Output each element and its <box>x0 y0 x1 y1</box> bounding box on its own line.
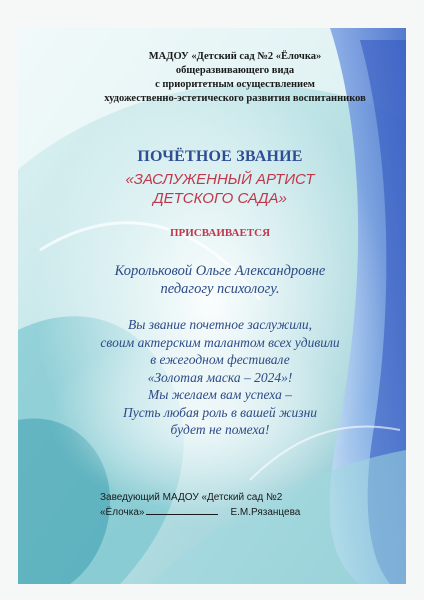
congratulation-verse <box>40 316 400 439</box>
signatory-name: Е.М.Рязанцева <box>230 507 301 518</box>
recipient-position: педагогу психологу. <box>160 281 280 297</box>
recipient-block <box>60 262 380 298</box>
honor-title-line-2: ДЕТСКОГО САДА» <box>153 190 287 207</box>
verse-line: своим актерским талантом всех удивили <box>100 334 340 350</box>
honor-title-line-1: «ЗАСЛУЖЕННЫЙ АРТИСТ <box>125 171 315 188</box>
organization-header <box>90 50 380 106</box>
verse-line: будет не помеха! <box>170 422 270 437</box>
organization-line-3: с приоритетным осуществлением <box>155 79 315 90</box>
organization-line-4: художественно-эстетического развития воспитанников <box>104 93 366 104</box>
signature-line-2 <box>100 505 400 520</box>
verse-line: Вы звание почетное заслужили, <box>127 317 313 332</box>
assigned-label: ПРИСВАИВАЕТСЯ <box>169 227 271 239</box>
organization-line-1: МАДОУ «Детский сад №2 «Ёлочка» <box>148 51 322 62</box>
signature-line-1: Заведующий МАДОУ «Детский сад №2 <box>100 492 283 503</box>
signature-org: «Ёлочка» <box>100 507 145 518</box>
recipient-name: Корольковой Ольге Александровне <box>114 263 326 279</box>
signature-block <box>100 490 400 520</box>
verse-line: Пусть любая роль в вашей жизни <box>122 404 318 420</box>
verse-line: Мы желаем вам успеха – <box>148 387 292 402</box>
signature-underline <box>146 503 218 515</box>
verse-line: «Золотая маска – 2024»! <box>147 369 293 385</box>
organization-line-2: общеразвивающего вида <box>175 65 295 76</box>
verse-line: в ежегодном фестивале <box>150 352 290 367</box>
honor-title <box>80 170 360 208</box>
certificate-heading: ПОЧЁТНОЕ ЗВАНИЕ <box>137 148 303 165</box>
